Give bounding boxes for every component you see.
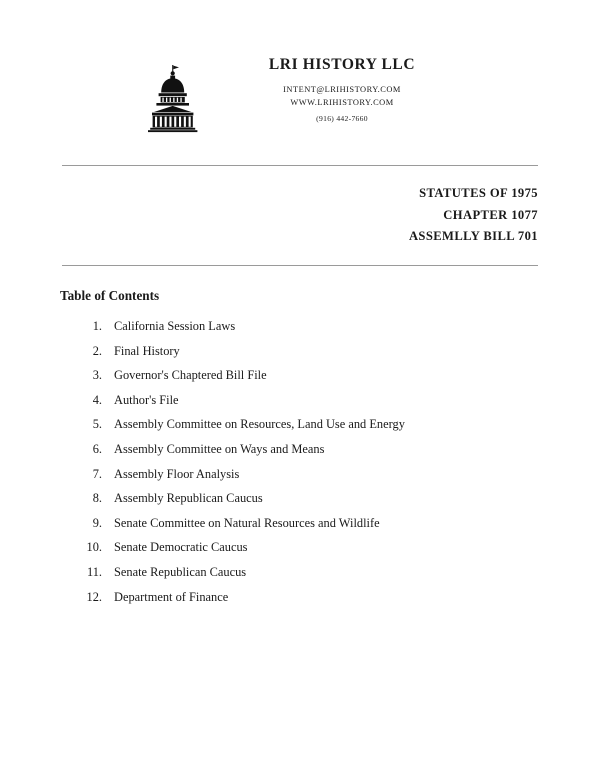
citation-block bbox=[62, 166, 538, 248]
list-item bbox=[62, 418, 538, 430]
table-of-contents-list bbox=[62, 320, 538, 603]
organization-email: INTENT@LRIHISTORY.COM bbox=[283, 84, 401, 94]
page-title: Table of Contents bbox=[60, 287, 160, 303]
organization-phone: (916) 442-7660 bbox=[316, 113, 368, 123]
toc-item-label: Assembly Floor Analysis bbox=[114, 466, 240, 481]
divider-bottom bbox=[62, 265, 538, 266]
toc-item-label: Author's File bbox=[114, 392, 179, 407]
toc-item-label: California Session Laws bbox=[114, 318, 236, 333]
list-item bbox=[62, 517, 538, 529]
list-item bbox=[62, 443, 538, 455]
organization-website: WWW.LRIHISTORY.COM bbox=[290, 97, 394, 107]
toc-item-label: Governor's Chaptered Bill File bbox=[114, 368, 267, 383]
organization-name: LRI HISTORY LLC bbox=[268, 56, 416, 73]
list-item bbox=[62, 369, 538, 381]
citation-chapter: CHAPTER 1077 bbox=[443, 207, 538, 222]
toc-item-label: Assembly Committee on Ways and Means bbox=[114, 441, 325, 456]
list-item bbox=[62, 541, 538, 553]
list-item bbox=[62, 345, 538, 357]
organization-block bbox=[212, 56, 466, 123]
list-item bbox=[62, 566, 538, 578]
list-item bbox=[62, 591, 538, 603]
letterhead bbox=[62, 0, 538, 134]
list-item bbox=[62, 394, 538, 406]
capitol-dome-logo-icon bbox=[134, 56, 212, 134]
toc-item-label: Assembly Committee on Resources, Land Use and Energy bbox=[114, 417, 405, 432]
citation-statutes: STATUTES OF 1975 bbox=[419, 186, 538, 200]
toc-item-label: Senate Democratic Caucus bbox=[114, 540, 248, 555]
toc-item-label: Senate Republican Caucus bbox=[114, 564, 247, 579]
toc-item-label: Senate Committee on Natural Resources and Wildlife bbox=[114, 515, 380, 530]
list-item bbox=[62, 468, 538, 480]
list-item bbox=[62, 320, 538, 332]
toc-item-label: Assembly Republican Caucus bbox=[114, 491, 263, 506]
citation-bill: ASSEMLLY BILL 701 bbox=[408, 229, 538, 244]
toc-item-label: Department of Finance bbox=[114, 589, 229, 604]
toc-item-label: Final History bbox=[114, 343, 180, 358]
list-item bbox=[62, 492, 538, 504]
